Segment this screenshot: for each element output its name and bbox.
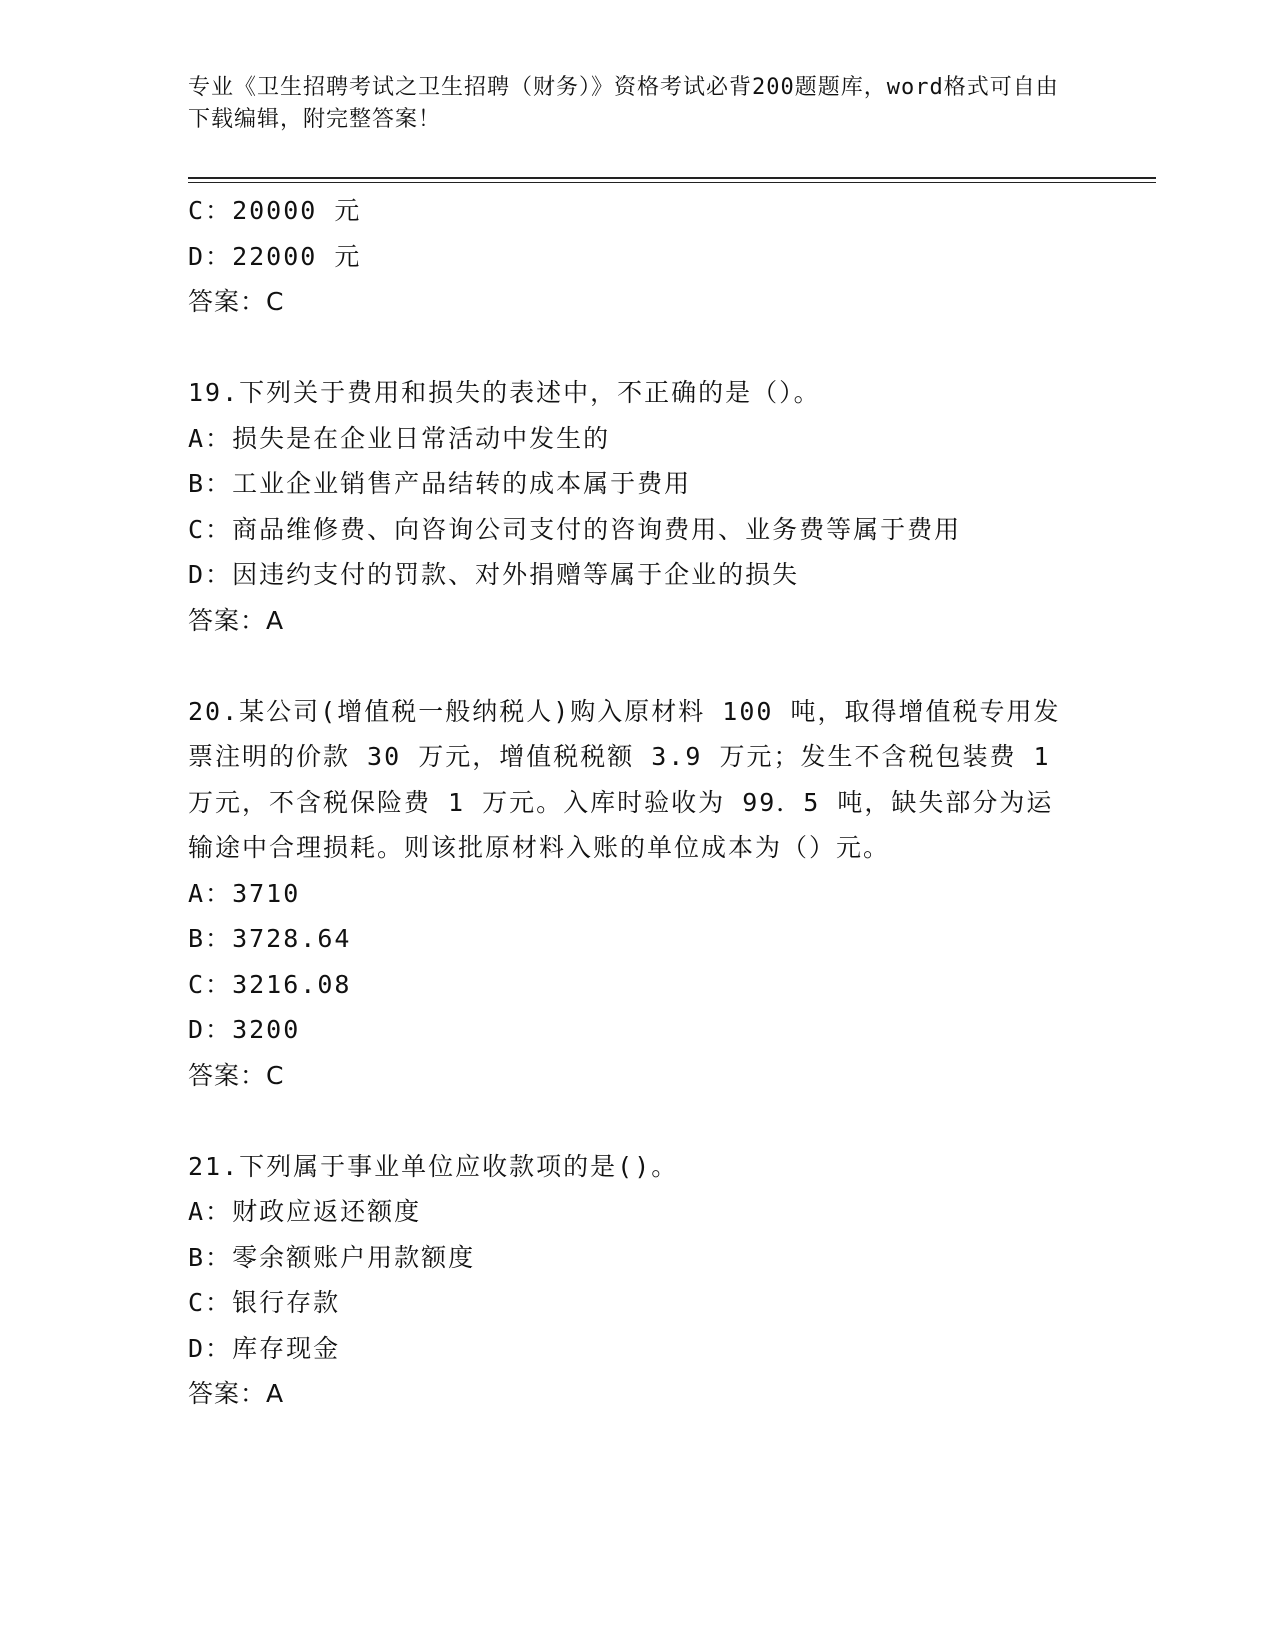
option-b (188, 461, 1088, 507)
option-c (188, 188, 1088, 234)
option-text: 财政应返还额度 (232, 1197, 422, 1226)
option-d (188, 1007, 1088, 1053)
option-label: C： (188, 196, 233, 225)
answer-line: 答案：C (188, 287, 285, 316)
answer-line: 答案：A (188, 605, 285, 635)
option-text: 工业企业销售产品结转的成本属于费用 (232, 469, 692, 498)
option-label: B： (188, 1242, 233, 1272)
question-20 (188, 689, 1088, 1099)
option-a (188, 416, 1088, 462)
option-text: 3728.64 (232, 924, 352, 953)
option-text: 3710 (232, 878, 301, 908)
option-d (188, 234, 1088, 280)
option-text: 商品维修费、向咨询公司支付的咨询费用、业务费等属于费用 (232, 514, 962, 544)
option-c (188, 507, 1088, 553)
option-label: B： (188, 469, 233, 498)
option-label: D： (188, 1333, 233, 1363)
option-b (188, 916, 1088, 962)
option-label: B： (188, 924, 233, 953)
option-text: 零余额账户用款额度 (232, 1242, 476, 1272)
option-c (188, 1280, 1088, 1326)
option-text: 3216.08 (232, 969, 352, 999)
header-rule-thin (188, 182, 1156, 183)
option-label: C： (188, 969, 233, 999)
option-label: C： (188, 1288, 233, 1317)
option-text: 银行存款 (232, 1288, 341, 1317)
answer-line: 答案：C (188, 1060, 285, 1090)
option-d (188, 552, 1088, 598)
question-stem: 19.下列关于费用和损失的表述中，不正确的是（）。 (188, 378, 821, 407)
option-text: 因违约支付的罚款、对外捐赠等属于企业的损失 (232, 560, 800, 589)
header-rule-thick (188, 177, 1156, 179)
option-text: 3200 (232, 1015, 301, 1044)
option-text: 22000 元 (232, 241, 362, 271)
option-d (188, 1326, 1088, 1372)
option-label: D： (188, 1015, 233, 1044)
option-label: D： (188, 560, 233, 589)
document-content (188, 188, 1088, 1417)
option-text: 库存现金 (232, 1333, 341, 1363)
option-label: C： (188, 514, 233, 544)
option-a (188, 871, 1088, 917)
option-b (188, 1235, 1088, 1281)
option-text: 损失是在企业日常活动中发生的 (232, 423, 611, 453)
previous-question-tail (188, 188, 1088, 325)
question-21 (188, 1144, 1088, 1417)
option-label: A： (188, 878, 233, 908)
question-stem: 21.下列属于事业单位应收款项的是()。 (188, 1151, 679, 1181)
option-label: A： (188, 1197, 233, 1226)
answer-line: 答案：A (188, 1379, 285, 1408)
option-label: A： (188, 423, 233, 453)
question-19 (188, 370, 1088, 643)
option-label: D： (188, 241, 233, 271)
option-a (188, 1189, 1088, 1235)
option-text: 20000 元 (232, 196, 362, 225)
option-c (188, 962, 1088, 1008)
question-stem: 20.某公司(增值税一般纳税人)购入原材料 100 吨，取得增值税专用发票注明的价款 30 万元，增值税税额 3.9 万元；发生不含税包装费 1 万元，不含税保险费 1 万元。入库时验收为 99．5 吨，缺失部分为运输途中合理损耗。则该批原材料入账的单位成本为（）元。 (188, 696, 1061, 862)
page-header: 专业《卫生招聘考试之卫生招聘（财务）》资格考试必背200题题库，word格式可自由下载编辑，附完整答案！ (188, 75, 1059, 132)
